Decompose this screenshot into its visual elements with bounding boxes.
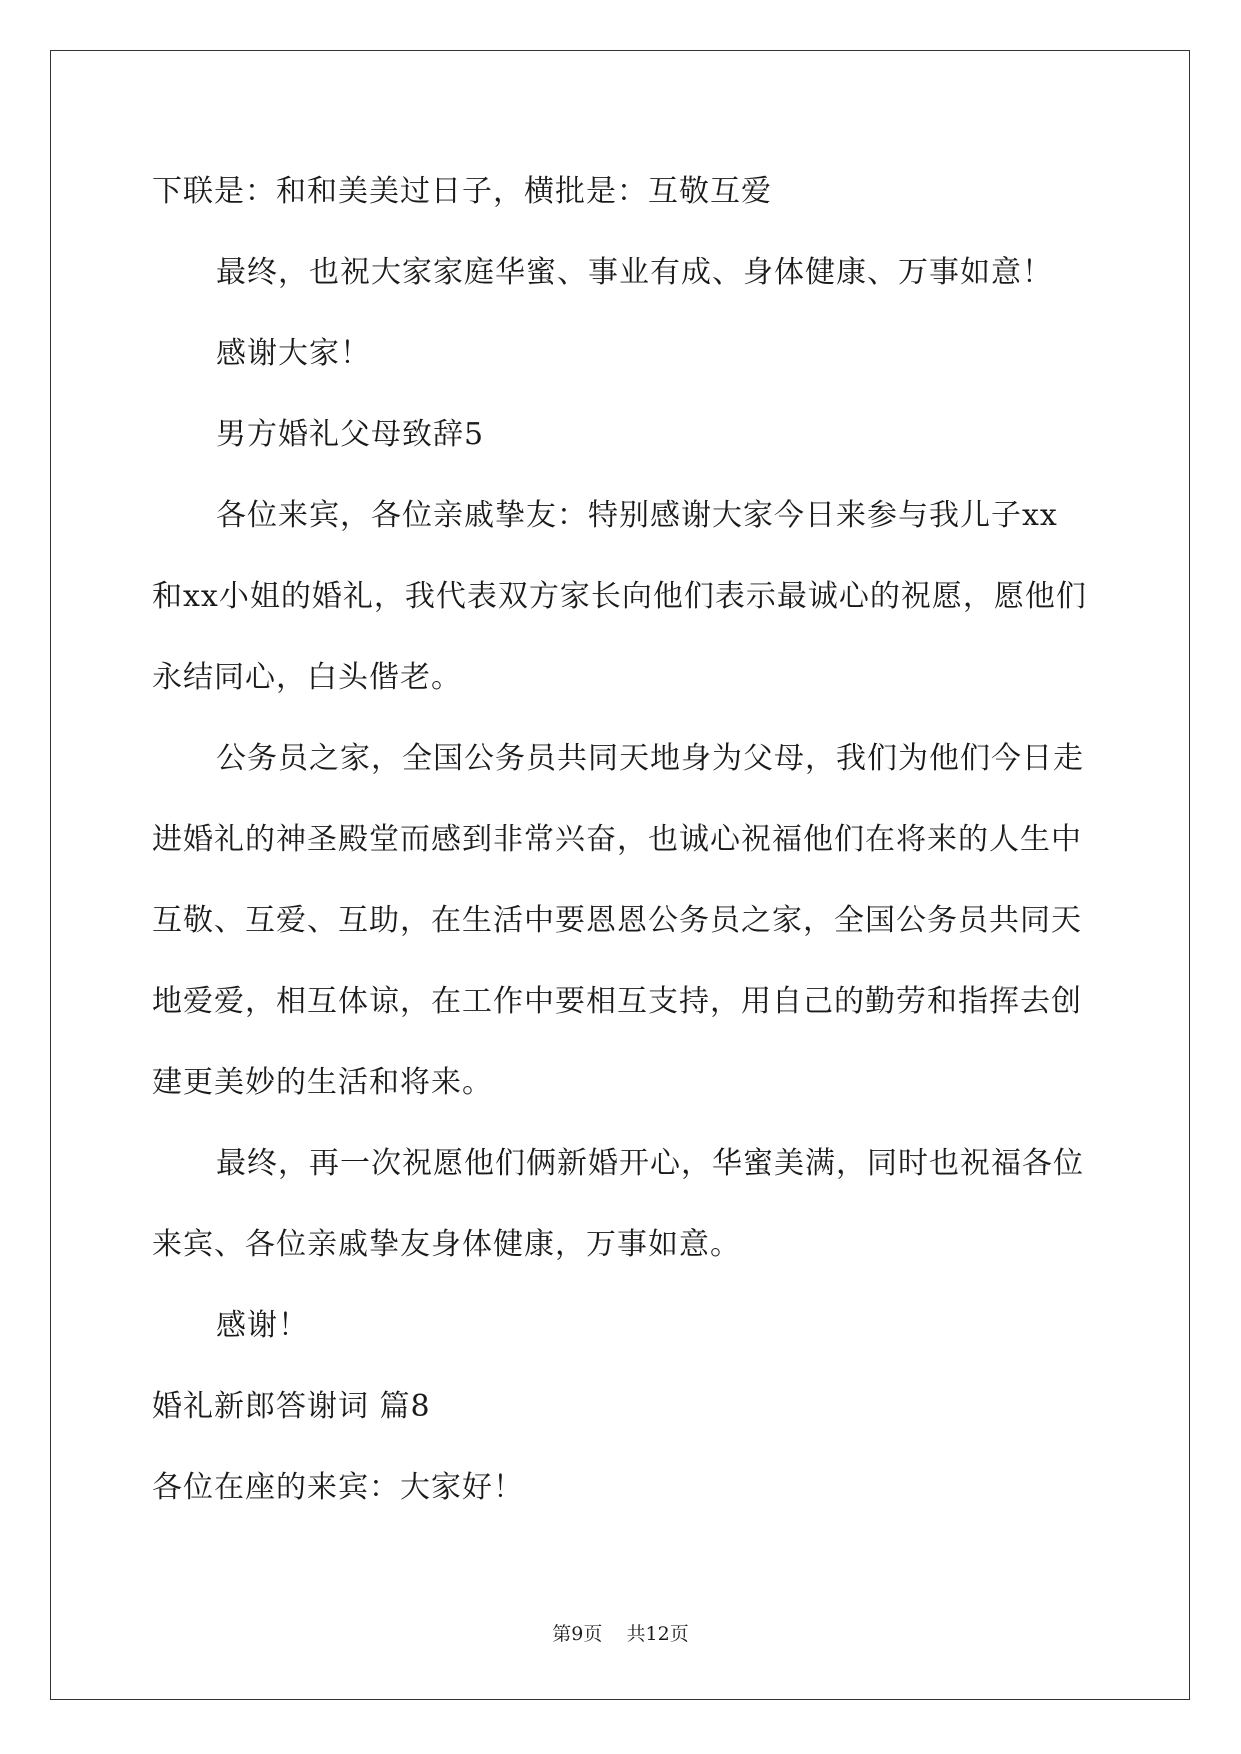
text-line-2: 最终，也祝大家家庭华蜜、事业有成、身体健康、万事如意！ (216, 255, 1053, 290)
text-line-8: 公务员之家，全国公务员共同天地身为父母，我们为他们今日走 (216, 741, 1084, 776)
greeting-line: 各位在座的来宾：大家好！ (152, 1470, 524, 1505)
text-line-7: 永结同心，白头偕老。 (152, 660, 462, 695)
text-line-3: 感谢大家！ (216, 336, 371, 371)
text-line-9: 进婚礼的神圣殿堂而感到非常兴奋，也诚心祝福他们在将来的人生中 (152, 822, 1082, 857)
text-line-11: 地爱爱，相互体谅，在工作中要相互支持，用自己的勤劳和指挥去创 (152, 984, 1082, 1019)
text-line-6: 和xx小姐的婚礼，我代表双方家长向他们表示最诚心的祝愿，愿他们 (152, 579, 1087, 614)
text-line-13: 最终，再一次祝愿他们俩新婚开心，华蜜美满，同时也祝福各位 (216, 1146, 1084, 1181)
text-line-5: 各位来宾，各位亲戚挚友：特别感谢大家今日来参与我儿子xx (216, 498, 1058, 533)
section-heading: 男方婚礼父母致辞5 (216, 417, 485, 452)
page-border (50, 50, 1190, 1700)
page-number: 第9页 共12页 (552, 1623, 689, 1645)
text-line-14: 来宾、各位亲戚挚友身体健康，万事如意。 (152, 1227, 741, 1262)
text-line-1: 下联是：和和美美过日子，横批是：互敬互爱 (152, 174, 772, 209)
text-line-12: 建更美妙的生活和将来。 (152, 1065, 493, 1100)
text-line-10: 互敬、互爱、互助，在生活中要恩恩公务员之家，全国公务员共同天 (152, 903, 1082, 938)
section-title: 婚礼新郎答谢词 篇8 (152, 1389, 431, 1424)
text-line-15: 感谢！ (216, 1308, 309, 1343)
